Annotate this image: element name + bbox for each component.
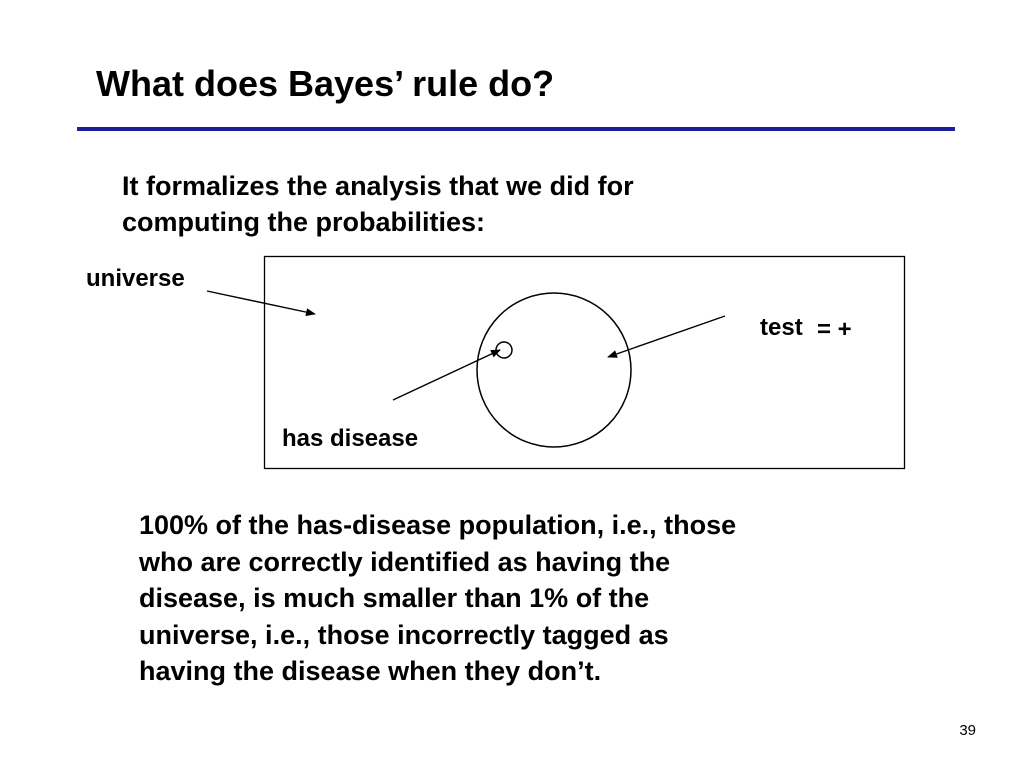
has-disease-arrow (393, 350, 500, 400)
test-value-label: = + (817, 316, 852, 343)
slide-title: What does Bayes’ rule do? (96, 63, 555, 104)
test-positive-arrow (608, 316, 725, 357)
intro-line: computing the probabilities: (122, 207, 485, 237)
conclusion-line: disease, is much smaller than 1% of the (139, 583, 650, 613)
slide-number: 39 (959, 722, 976, 739)
conclusion-line: 100% of the has-disease population, i.e., those (139, 510, 737, 540)
conclusion-line: having the disease when they don’t. (139, 656, 602, 686)
test-label: test (760, 314, 803, 341)
conclusion-line: who are correctly identified as having the (139, 546, 671, 577)
conclusion-line: universe, i.e., those incorrectly tagged as (139, 619, 669, 650)
has-disease-label: has disease (282, 425, 419, 452)
test-positive-circle (477, 293, 631, 447)
universe-arrow (207, 291, 315, 314)
intro-line: It formalizes the analysis that we did for (122, 171, 634, 201)
universe-label: universe (86, 265, 185, 292)
conclusion-text (139, 507, 736, 690)
